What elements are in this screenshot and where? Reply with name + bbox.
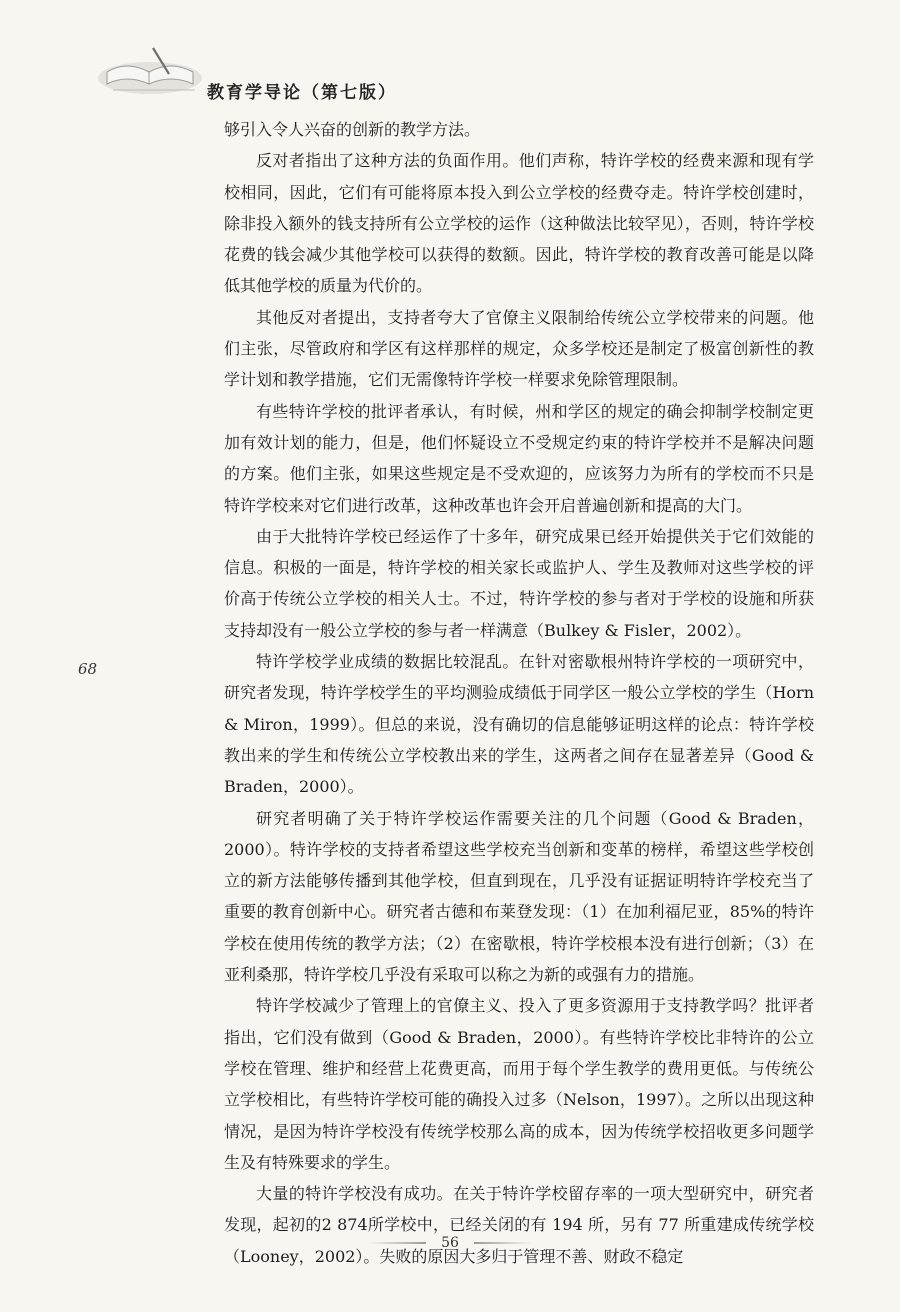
paragraph: 由于大批特许学校已经运作了十多年，研究成果已经开始提供关于它们效能的信息。积极的一面是，特许学校的相关家长或监护人、学生及教师对这些学校的评价高于传统公立学校的相关人士。不过，特许学校的参与者对于学校的设施和所获支持却没有一般公立学校的参与者一样满意（Bulkey & Fisler，2002）。 <box>224 526 814 640</box>
paragraph: 大量的特许学校没有成功。在关于特许学校留存率的一项大型研究中，研究者发现，起初的2 874所学校中，已经关闭的有 194 所，另有 77 所重建成传统学校（Looney，2002）。失败的原因大多归于管理不善、财政不稳定 <box>224 1184 814 1266</box>
body-text <box>224 114 814 1272</box>
paragraph: 特许学校学业成绩的数据比较混乱。在针对密歇根州特许学校的一项研究中，研究者发现，特许学校学生的平均测验成绩低于同学区一般公立学校的学生（Horn & Miron，1999）。但总的来说，没有确切的信息能够证明这样的论点：特许学校教出来的学生和传统公立学校教出来的学生，这两者之间存在显著差异（Good & Braden，2000）。 <box>224 652 814 797</box>
footer-ornament-left <box>368 1242 426 1244</box>
paragraph: 有些特许学校的批评者承认，有时候，州和学区的规定的确会抑制学校制定更加有效计划的能力，但是，他们怀疑设立不受规定约束的特许学校并不是解决问题的方案。他们主张，如果这些规定是不受欢迎的，应该努力为所有的学校而不只是特许学校来对它们进行改革，这种改革也许会开启普遍创新和提高的大门。 <box>224 401 814 515</box>
open-book-pen-icon <box>95 38 205 100</box>
margin-page-reference: 68 <box>78 660 98 678</box>
paragraph: 特许学校减少了管理上的官僚主义、投入了更多资源用于支持教学吗？批评者指出，它们没有做到（Good & Braden，2000）。有些特许学校比非特许的公立学校在管理、维护和经营上花费更高，而用于每个学生教学的费用更低。与传统公立学校相比，有些特许学校可能的确投入过多（Nelson，1997）。之所以出现这种情况，是因为特许学校没有传统学校那么高的成本，因为传统学校招收更多问题学生及有特殊要求的学生。 <box>224 996 814 1172</box>
paragraph: 其他反对者提出，支持者夸大了官僚主义限制给传统公立学校带来的问题。他们主张，尽管政府和学区有这样那样的规定，众多学校还是制定了极富创新性的教学计划和教学措施，它们无需像特许学校一样要求免除管理限制。 <box>224 307 814 390</box>
paragraph: 研究者明确了关于特许学校运作需要关注的几个问题（Good & Braden，2000）。特许学校的支持者希望这些学校充当创新和变革的榜样，希望这些学校创立的新方法能够传播到其他学校，但直到现在，几乎没有证据证明特许学校充当了重要的教育创新中心。研究者古德和布莱登发现：（1）在加利福尼亚，85%的特许学校在使用传统的教学方法；（2）在密歇根，特许学校根本没有进行创新；（3）在亚利桑那，特许学校几乎没有采取可以称之为新的或强有力的措施。 <box>224 808 814 985</box>
page-footer <box>0 1232 900 1251</box>
footer-ornament-right <box>474 1242 532 1244</box>
book-title: 教育学导论（第七版） <box>207 83 397 103</box>
paragraph: 够引入令人兴奋的创新的教学方法。 <box>224 120 481 139</box>
paragraph: 反对者指出了这种方法的负面作用。他们声称，特许学校的经费来源和现有学校相同，因此，它们有可能将原本投入到公立学校的经费夺走。特许学校创建时，除非投入额外的钱支持所有公立学校的运作（这种做法比较罕见），否则，特许学校花费的钱会减少其他学校可以获得的数额。因此，特许学校的教育改善可能是以降低其他学校的质量为代价的。 <box>224 151 814 296</box>
running-header <box>95 38 415 108</box>
page-number: 56 <box>441 1234 459 1251</box>
